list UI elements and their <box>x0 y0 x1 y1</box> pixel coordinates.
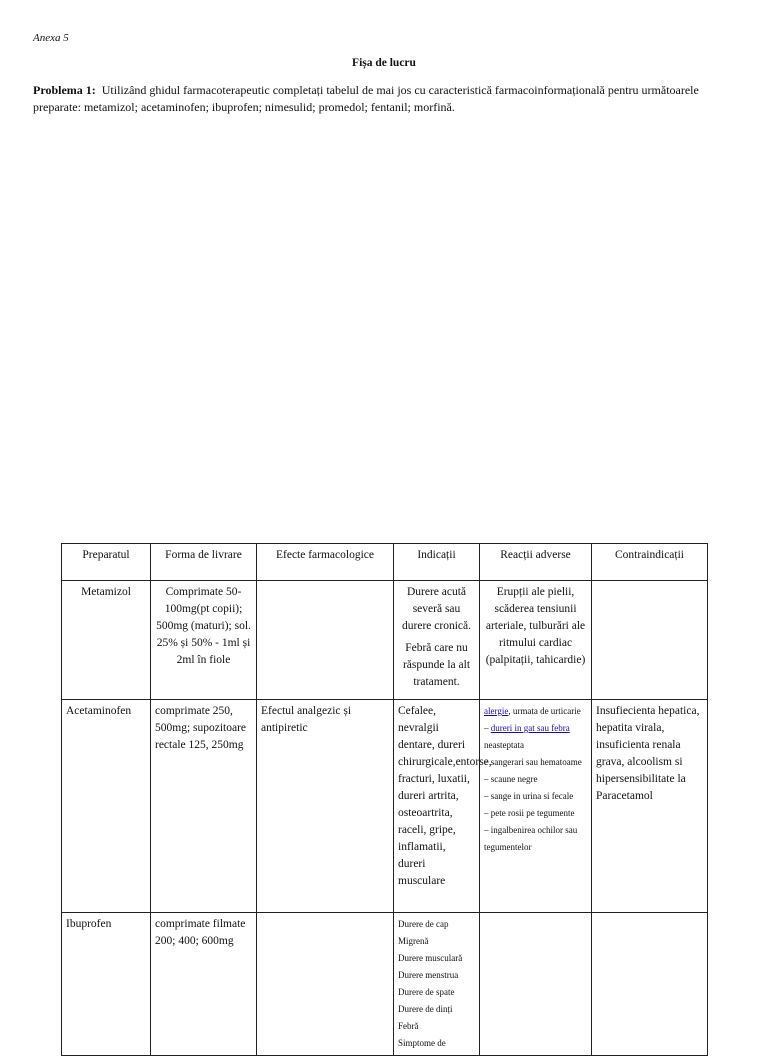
header-reactii: Reacții adverse <box>480 544 592 581</box>
adverse-text: neasteptata <box>484 740 524 750</box>
indication-item: Durere musculară <box>398 953 463 963</box>
header-efecte: Efecte farmacologice <box>257 544 394 581</box>
table-row <box>62 700 708 913</box>
adverse-dash: – <box>484 723 491 733</box>
cell-adverse <box>480 913 592 1056</box>
indication-text: Febră care nu răspunde la alt tratament. <box>402 642 471 688</box>
cell-name: Ibuprofen <box>62 913 151 1056</box>
indication-text: Durere acută severă sau durere cronică. <box>402 586 471 632</box>
cell-indications: Cefalee, nevralgii dentare, dureri chirurgicale,entorse, fracturi, luxatii, dureri artrita, osteoartrita, raceli, gripe, inflamatii, dureri musculare <box>394 700 480 913</box>
indication-item: Migrenă <box>398 936 429 946</box>
cell-form: Comprimate 50-100mg(pt copii); 500mg (maturi); sol. 25% și 50% - 1ml și 2ml în fiole <box>151 581 257 700</box>
cell-effects <box>257 913 394 1056</box>
indication-item: Febră <box>398 1021 419 1031</box>
cell-form: comprimate 250, 500mg; supozitoare rectale 125, 250mg <box>151 700 257 913</box>
cell-contra <box>592 913 708 1056</box>
cell-name: Metamizol <box>62 581 151 700</box>
table-row <box>62 581 708 700</box>
sore-throat-link[interactable]: dureri in gat sau febra <box>490 723 570 733</box>
indication-item: Durere de dinți <box>398 1004 453 1014</box>
problem-label: Problema 1: <box>33 83 96 97</box>
adverse-item: – ingalbenirea ochilor sau tegumentelor <box>484 825 578 852</box>
drug-table <box>61 543 708 1056</box>
header-contraindicatii: Contraindicații <box>592 544 708 581</box>
cell-effects <box>257 581 394 700</box>
indication-item: Durere menstrua <box>398 970 459 980</box>
indication-item: Durere de cap <box>398 919 449 929</box>
page-title: Fișa de lucru <box>352 57 416 69</box>
annex-label: Anexa 5 <box>33 32 69 44</box>
table-header-row <box>62 544 708 581</box>
header-forma: Forma de livrare <box>151 544 257 581</box>
cell-contra: Insufiecienta hepatica, hepatita virala, insuficienta renala grava, alcoolism si hipersensibilitate la Paracetamol <box>592 700 708 913</box>
allergy-link[interactable]: alergie <box>484 706 509 716</box>
header-preparat: Preparatul <box>62 544 151 581</box>
adverse-item: – sangerari sau hematoame <box>484 757 582 767</box>
adverse-item: – scaune negre <box>484 774 538 784</box>
cell-form: comprimate filmate 200; 400; 600mg <box>151 913 257 1056</box>
cell-adverse: Erupții ale pielii, scăderea tensiunii arteriale, tulburări ale ritmului cardiac (palpitații, tahicardie) <box>480 581 592 700</box>
cell-contra <box>592 581 708 700</box>
cell-indications <box>394 913 480 1056</box>
adverse-item: – pete rosii pe tegumente <box>484 808 575 818</box>
table-row <box>62 913 708 1056</box>
problem-text: Utilizând ghidul farmacoterapeutic completați tabelul de mai jos cu caracteristică farmacoinformațională pentru următoarele preparate: metamizol; acetaminofen; ibuprofen; nimesulid; promedol; fentanil; morfină. <box>33 83 699 114</box>
header-indicatii: Indicații <box>394 544 480 581</box>
cell-adverse <box>480 700 592 913</box>
indication-item: Simptome de <box>398 1038 446 1048</box>
indication-item: Durere de spate <box>398 987 455 997</box>
adverse-item: – sange in urina si fecale <box>484 791 574 801</box>
cell-name: Acetaminofen <box>62 700 151 913</box>
cell-indications <box>394 581 480 700</box>
adverse-text: , urmata de urticarie <box>508 706 581 716</box>
problem-statement <box>33 82 723 116</box>
cell-effects: Efectul analgezic și antipiretic <box>257 700 394 913</box>
